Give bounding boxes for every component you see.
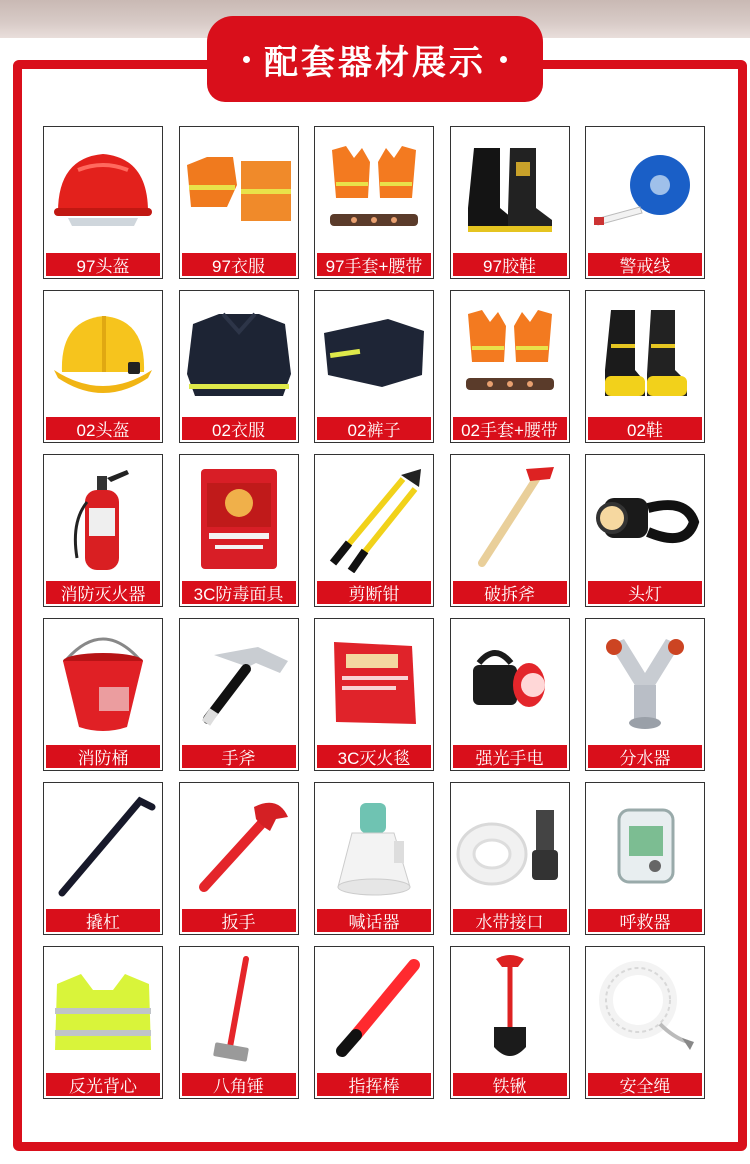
product-card[interactable] — [314, 454, 434, 607]
baton-icon — [315, 947, 433, 1073]
product-label: 02手套+腰带 — [453, 417, 567, 440]
product-card[interactable] — [43, 126, 163, 279]
product-card[interactable] — [179, 618, 299, 771]
product-label: 水带接口 — [453, 909, 567, 932]
product-label: 八角锤 — [182, 1073, 296, 1096]
product-card[interactable] — [585, 946, 705, 1099]
bolt-cutter-icon — [315, 455, 433, 581]
product-label: 3C灭火毯 — [317, 745, 431, 768]
product-card[interactable] — [450, 126, 570, 279]
product-label: 消防桶 — [46, 745, 160, 768]
page-title — [229, 35, 521, 84]
red-helmet-icon — [44, 127, 162, 253]
product-label: 02衣服 — [182, 417, 296, 440]
product-card[interactable] — [314, 290, 434, 443]
orange-uniform-icon — [180, 127, 298, 253]
product-label: 3C防毒面具 — [182, 581, 296, 604]
product-label: 97手套+腰带 — [317, 253, 431, 276]
flashlight-icon — [451, 619, 569, 745]
product-label: 喊话器 — [317, 909, 431, 932]
product-label: 97衣服 — [182, 253, 296, 276]
gloves-belt-icon — [315, 127, 433, 253]
title-dot-right — [500, 56, 507, 63]
product-card[interactable] — [585, 454, 705, 607]
product-label: 消防灭火器 — [46, 581, 160, 604]
hand-axe-icon — [180, 619, 298, 745]
product-label: 安全绳 — [588, 1073, 702, 1096]
yellow-helmet-icon — [44, 291, 162, 417]
product-label: 警戒线 — [588, 253, 702, 276]
product-card[interactable] — [585, 782, 705, 935]
product-card[interactable] — [450, 618, 570, 771]
safety-rope-icon — [586, 947, 704, 1073]
axe-icon — [451, 455, 569, 581]
reflective-vest-icon — [44, 947, 162, 1073]
product-card[interactable] — [43, 454, 163, 607]
fire-extinguisher-icon — [44, 455, 162, 581]
rubber-boots-icon — [451, 127, 569, 253]
equipment-grid — [43, 126, 705, 1101]
navy-pants-icon — [315, 291, 433, 417]
product-card[interactable] — [43, 618, 163, 771]
product-card[interactable] — [179, 290, 299, 443]
fire-bucket-icon — [44, 619, 162, 745]
product-label: 指挥棒 — [317, 1073, 431, 1096]
water-divider-icon — [586, 619, 704, 745]
gas-mask-box-icon — [180, 455, 298, 581]
product-label: 铁锹 — [453, 1073, 567, 1096]
product-card[interactable] — [450, 782, 570, 935]
gloves-belt-icon — [451, 291, 569, 417]
fire-blanket-icon — [315, 619, 433, 745]
product-label: 02头盔 — [46, 417, 160, 440]
title-dot-left — [243, 56, 250, 63]
megaphone-icon — [315, 783, 433, 909]
navy-jacket-icon — [180, 291, 298, 417]
product-card[interactable] — [585, 290, 705, 443]
hammer-icon — [180, 947, 298, 1073]
product-label: 97胶鞋 — [453, 253, 567, 276]
product-label: 02裤子 — [317, 417, 431, 440]
product-label: 02鞋 — [588, 417, 702, 440]
product-label: 反光背心 — [46, 1073, 160, 1096]
product-card[interactable] — [585, 126, 705, 279]
title-tab — [207, 16, 543, 102]
product-card[interactable] — [314, 782, 434, 935]
product-card[interactable] — [179, 946, 299, 1099]
product-card[interactable] — [43, 946, 163, 1099]
product-card[interactable] — [450, 454, 570, 607]
product-label: 撬杠 — [46, 909, 160, 932]
caution-tape-icon — [586, 127, 704, 253]
product-card[interactable] — [314, 126, 434, 279]
product-label: 扳手 — [182, 909, 296, 932]
product-card[interactable] — [179, 454, 299, 607]
product-label: 头灯 — [588, 581, 702, 604]
product-card[interactable] — [43, 290, 163, 443]
fire-boots-icon — [586, 291, 704, 417]
product-label: 手斧 — [182, 745, 296, 768]
wrench-icon — [180, 783, 298, 909]
product-card[interactable] — [179, 782, 299, 935]
product-label: 分水器 — [588, 745, 702, 768]
product-label: 剪断钳 — [317, 581, 431, 604]
product-label: 呼救器 — [588, 909, 702, 932]
product-label: 破拆斧 — [453, 581, 567, 604]
product-card[interactable] — [314, 618, 434, 771]
page-title-text: 配套器材展示 — [264, 43, 486, 82]
product-card[interactable] — [43, 782, 163, 935]
headlamp-icon — [586, 455, 704, 581]
crowbar-icon — [44, 783, 162, 909]
product-label: 97头盔 — [46, 253, 160, 276]
product-card[interactable] — [450, 946, 570, 1099]
product-card[interactable] — [179, 126, 299, 279]
product-card[interactable] — [450, 290, 570, 443]
product-card[interactable] — [585, 618, 705, 771]
hose-coupling-icon — [451, 783, 569, 909]
product-card[interactable] — [314, 946, 434, 1099]
distress-alarm-icon — [586, 783, 704, 909]
product-label: 强光手电 — [453, 745, 567, 768]
shovel-icon — [451, 947, 569, 1073]
